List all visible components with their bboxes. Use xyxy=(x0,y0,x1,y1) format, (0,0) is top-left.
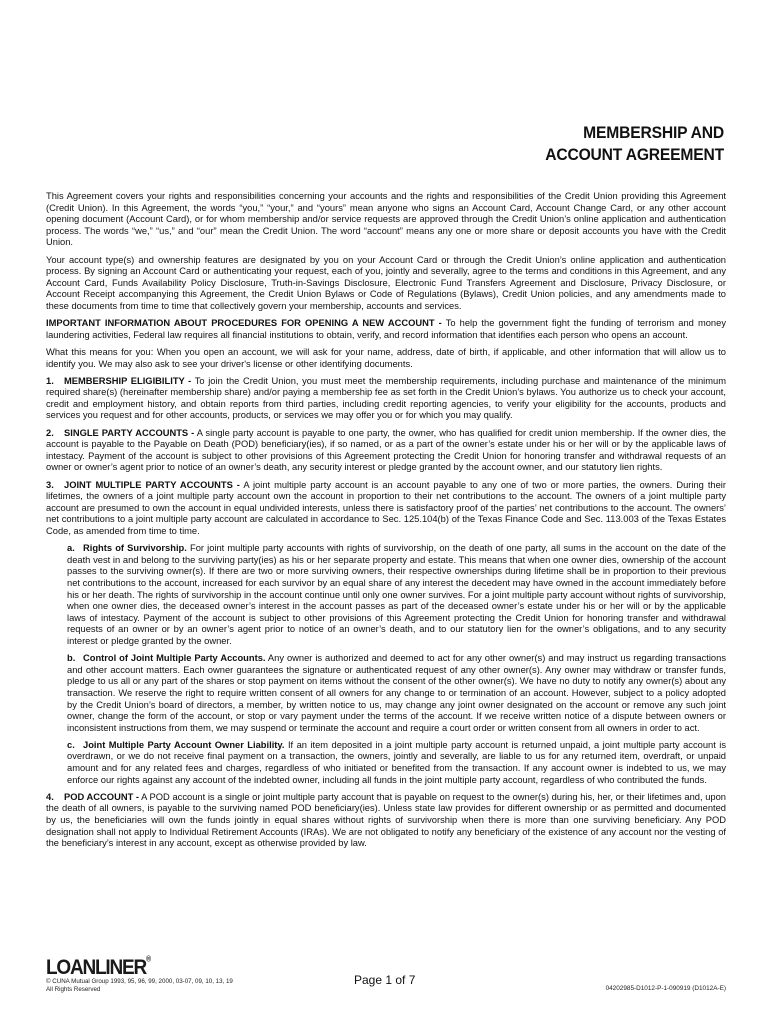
page-number: Page 1 of 7 xyxy=(354,973,416,987)
section-4-text: A POD account is a single or joint multiple party account that is payable on request to the owner(s) during his, her, or their lifetimes and, upon the death of all owners, is payable to the surviving named POD beneficiary(ies). Unless state law provides for different ownership or as permitted and documented by us, the beneficiaries will own the funds jointly in equal shares without rights of survivorship when there is more than one surviving beneficiary. Any POD designation shall not apply to Individual Retirement Accounts (IRAs). We are not obligated to notify any beneficiary of the existence of any account nor the vesting of the beneficiary’s interest in any account, except as otherwise provided by law. xyxy=(46,791,726,849)
section-3-number: 3. xyxy=(46,479,54,490)
section-2-text: A single party account is payable to one party, the owner, who has qualified for credit union membership. If the owner dies, the account is payable to the Payable on Death (POD) beneficiary(ies), if so named, or as a part of the owner’s estate under his or her will or by the applicable laws of intestacy. Payment of the account is subject to other provisions of this Agreement protecting the Credit Union for honoring transfer and withdrawal requests of an owner or owner’s agent prior to notice of an owner’s death, any security interest or pledge granted by the account owner, and our statutory lien rights. xyxy=(46,427,726,473)
section-3a-heading: Rights of Survivorship. xyxy=(83,543,187,554)
copyright-notice xyxy=(46,978,233,995)
section-3-heading: JOINT MULTIPLE PARTY ACCOUNTS - xyxy=(64,479,240,490)
registered-mark: ® xyxy=(146,956,152,964)
intro-paragraph-4: What this means for you: When you open an account, we will ask for your name, address, date of birth, if applicable, and other information that will allow us to identify you. We may also ask to see your driver's license or other identifying documents. xyxy=(46,346,726,369)
section-3-text: A joint multiple party account is an account payable to any one of two or more parties, the owners. During their lifetimes, the owners of a joint multiple party account own the account in proportion to their net contributions to the account. The owners of a joint multiple party account are presumed to own the account in equal undivided interests, unless there is satisfactory proof of the parties’ net contributions to the account. The owners’ net contributions to a joint multiple party account are calculated in accordance to Sec. 125.104(b) of the Texas Finance Code and Sec. 113.003 of the Texas Estates Code, as amended from time to time. xyxy=(46,479,726,536)
section-4-number: 4. xyxy=(46,791,54,802)
page-footer xyxy=(46,954,726,1014)
section-3b-heading: Control of Joint Multiple Party Accounts. xyxy=(83,653,266,664)
copyright-line-1: © CUNA Mutual Group 1993, 95, 96, 99, 2000, 03-07, 09, 10, 13, 19 xyxy=(46,978,233,985)
title-line-1: MEMBERSHIP AND xyxy=(583,123,724,142)
section-4 xyxy=(46,792,726,850)
form-code: 04202985-D1012-P-1-090919 (D1012A-E) xyxy=(605,985,726,992)
section-1-heading: MEMBERSHIP ELIGIBILITY - xyxy=(64,375,192,386)
title-line-2: ACCOUNT AGREEMENT xyxy=(545,145,724,164)
important-information-paragraph xyxy=(46,318,726,341)
section-4-heading: POD ACCOUNT - xyxy=(64,791,140,802)
document-body xyxy=(46,191,726,855)
logo-text: LOANLINER xyxy=(46,956,147,980)
section-3 xyxy=(46,480,726,538)
section-1-number: 1. xyxy=(46,375,54,386)
section-3b-text: Any owner is authorized and deemed to act for any other owner(s) and may instruct us regarding transactions and other account matters. Each owner guarantees the signature or authenticated request of any other owner(s). Any owner may withdraw or transfer funds, pledge to us all or any part of the shares or stop payment on items without the consent of the other owner(s). We have no duty to notify any owner(s) about any transaction. We reserve the right to require written consent of all owners for any change to or termination of an account. However, subject to a policy adopted by the Credit Union’s board of directors, a member, by written notice to us, may change any joint owner designated on the account or remove any such joint owner, change the form of the account, or stop or vary payment under the terms of the account. If we receive written notice of a dispute between owners or inconsistent instructions from them, we may suspend or terminate the account and require a court order or written consent from all owners in order to act. xyxy=(67,653,726,733)
section-3a xyxy=(67,543,726,647)
section-3c xyxy=(67,740,726,786)
section-3b xyxy=(67,653,726,734)
section-3c-label: c. xyxy=(67,739,75,750)
section-1-text: To join the Credit Union, you must meet the membership requirements, including purchase and maintenance of the minimum required share(s) (hereinafter membership share) and/or paying a membership fee as set forth in the Credit Union’s bylaws. You authorize us to check your account, credit and employment history, and obtain reports from third parties, including credit reporting agencies, to verify your eligibility for the accounts, products and services you request and for other accounts, products, or services we may offer you or for which you may qualify. xyxy=(46,375,727,421)
section-2-number: 2. xyxy=(46,427,54,438)
section-3c-text: If an item deposited in a joint multiple party account is returned unpaid, a joint multiple party account is overdrawn, or we do not receive final payment on a transaction, the owners, jointly and severally, are liable to us for any returned item, overdraft, or unpaid amount and for any related fees and charges, regardless of who initiated or benefited from the transaction. If any account owner is indebted to us, we may enforce our rights against any account of the indebted owner, including all funds in the joint multiple party account, regardless of who contributed the funds. xyxy=(67,739,726,785)
intro-paragraph-1: This Agreement covers your rights and responsibilities concerning your accounts and the rights and responsibilities of the Credit Union providing this Agreement (Credit Union). In this Agreement, the words “you,” “your,” and “yours” mean anyone who signs an Account Card, Account Change Card, or any other account opening document (Account Card), or for whom membership and/or service requests are approved through the Credit Union’s online application and authentication process. The words “we,” “us,” and “our” mean the Credit Union. The word “account” means any one or more share or deposit accounts you have with the Credit Union. xyxy=(46,191,726,248)
section-2 xyxy=(46,428,726,474)
section-1 xyxy=(46,376,726,422)
important-information-text: To help the government fight the funding of terrorism and money laundering activities, Federal law requires all financial institutions to obtain, verify, and record information that identifies each person who opens an account. xyxy=(46,318,726,340)
copyright-line-2: All Rights Reserved xyxy=(46,986,101,994)
loanliner-logo xyxy=(46,956,151,981)
section-3a-label: a. xyxy=(67,543,75,554)
section-3a-text: For joint multiple party accounts with rights of survivorship, on the death of one party, all sums in the account on the date of the death vest in and belong to the surviving party(ies) as his or her separate property and estate. This means that when one owner dies, ownership of the account passes to the surviving owner(s). If there are two or more surviving owners, their respective ownerships during lifetime shall be in proportion to their previous net contributions to the account, increased for each survivor by an equal share of any interest the decedent may have owned in the account immediately before his or her death. The rights of survivorship in the account continue until only one owner survives. For a joint multiple party account without rights of survivorship, when one owner dies, the deceased owner’s interest in the account passes as part of the deceased owner’s estate under his or her will or by the applicable laws of intestacy. Payment of the account is subject to other provisions of this Agreement protecting the Credit Union for honoring transfer and withdrawal requests of an owner or by an owner’s agent prior to notice of an owner’s death, and to our statutory lien for the owner’s obligations, and to any security interest or pledge granted by the owner. xyxy=(67,543,726,646)
section-2-heading: SINGLE PARTY ACCOUNTS - xyxy=(64,427,195,438)
intro-paragraph-2: Your account type(s) and ownership features are designated by you on your Account Card or through the Credit Union’s online application and authentication process. By signing an Account Card or authenticating your request, each of you, jointly and severally, agree to the terms and conditions in this Agreement, and any Account Card, Funds Availability Policy Disclosure, Truth-in-Savings Disclosure, Electronic Fund Transfers Agreement and Disclosure, Privacy Disclosure, or Account Receipt accompanying this Agreement, the Credit Union Bylaws or Code of Regulations (Bylaws), Credit Union policies, and any amendments made to these documents from time to time that collectively govern your membership, accounts and services. xyxy=(46,254,726,311)
important-information-heading: IMPORTANT INFORMATION ABOUT PROCEDURES FOR OPENING A NEW ACCOUNT - xyxy=(46,318,442,329)
section-3c-heading: Joint Multiple Party Account Owner Liability. xyxy=(83,739,285,750)
section-3b-label: b. xyxy=(67,653,76,664)
document-title xyxy=(430,122,724,166)
